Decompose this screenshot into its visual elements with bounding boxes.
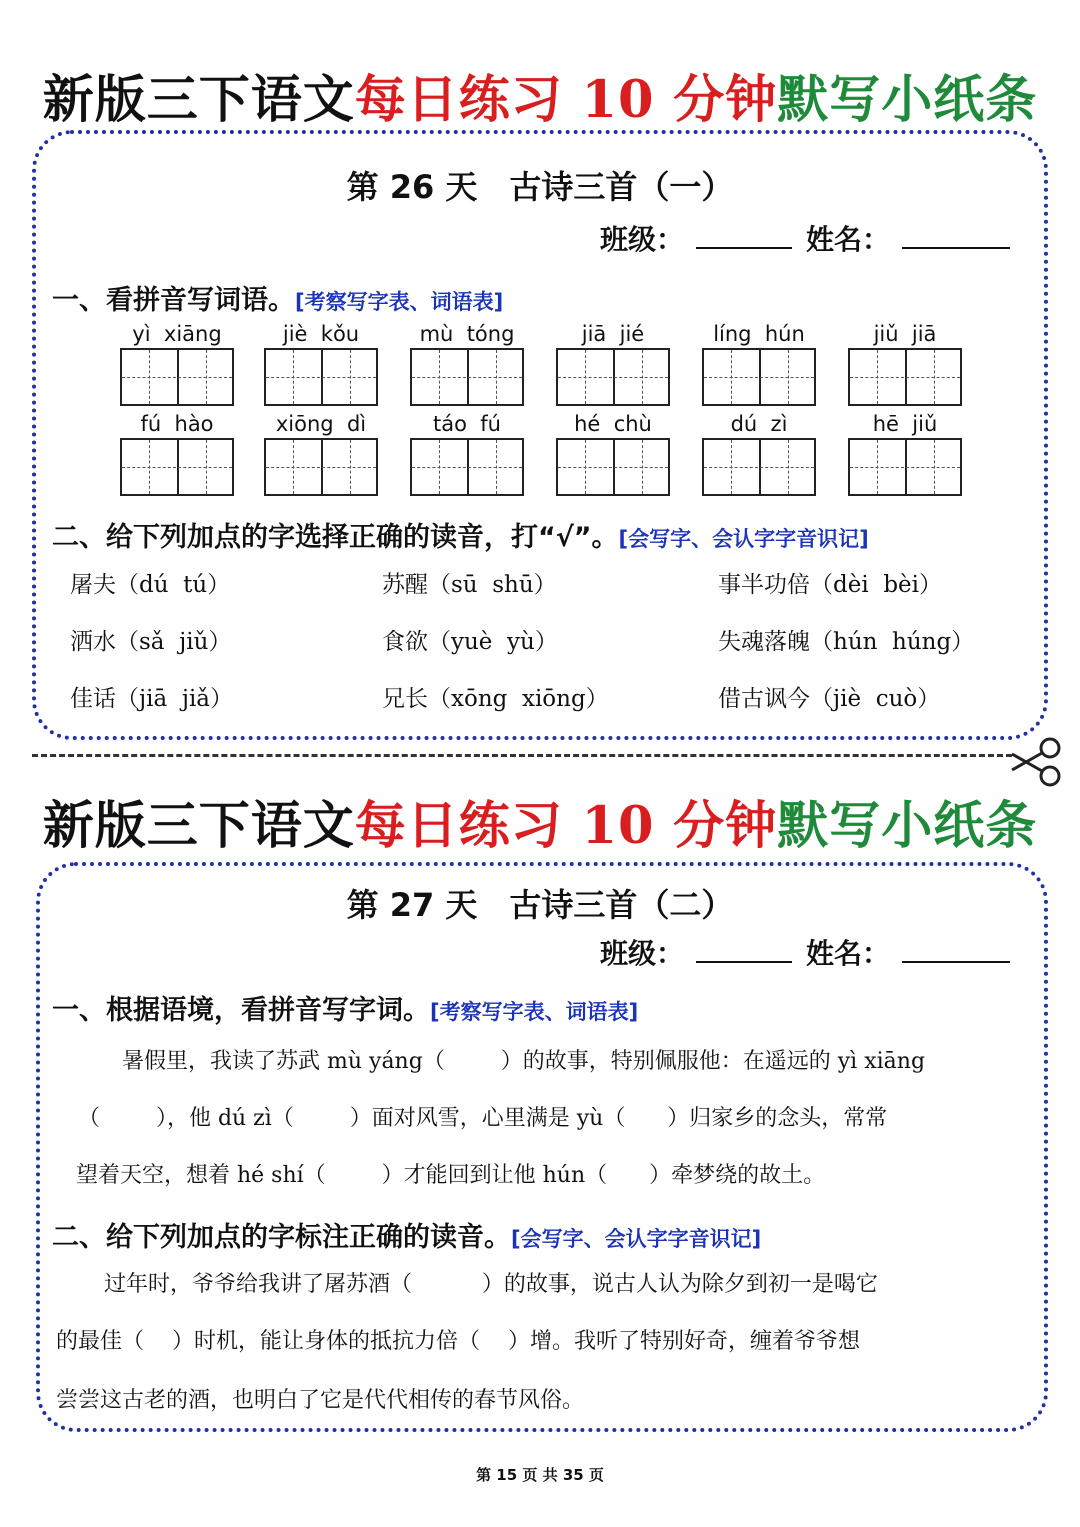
grid-guide-line (704, 467, 814, 468)
day-title-1: 第 26 天 古诗三首（一） (346, 168, 734, 206)
grid-guide-line (496, 440, 497, 494)
reading-item: 屠夫（dú tú） (70, 572, 231, 598)
section-title: 一、看拼音写词语。 (52, 285, 295, 316)
banner-title-1 (0, 58, 1080, 132)
writing-box[interactable] (848, 438, 962, 496)
writing-box[interactable] (702, 348, 816, 406)
grid-guide-line (266, 377, 376, 378)
name-blank[interactable] (902, 937, 1010, 963)
class-blank[interactable] (696, 937, 792, 963)
grid-guide-line (642, 440, 643, 494)
section-tag: [考察写字表、词语表] (430, 1000, 639, 1024)
grid-guide-line (934, 350, 935, 404)
grid-guide-line (850, 377, 960, 378)
banner-green-text: 默写小纸条 (777, 70, 1038, 130)
class-blank[interactable] (696, 223, 792, 249)
pinyin-label: xiōng dì (275, 412, 367, 436)
writing-box[interactable] (410, 438, 524, 496)
grid-guide-line (122, 467, 232, 468)
section-tag: [会写字、会认字字音识记] (618, 527, 869, 551)
section1-heading-2 (52, 988, 638, 1027)
class-name-line-1 (600, 218, 1010, 258)
class-label: 班级： (599, 937, 684, 970)
grid-guide-line (266, 467, 376, 468)
pinyin-label: hé chù (574, 412, 652, 436)
reading-item: 事半功倍（dèi bèi） (718, 572, 943, 598)
reading-item: 苏醒（sū shū） (382, 572, 557, 598)
context-paragraph-line: 望着天空，想着 hé shí（ ）才能回到让他 hún（ ）牵梦绕的故土。 (76, 1163, 826, 1188)
grid-guide-line (558, 467, 668, 468)
pinyin-label: táo fú (432, 412, 501, 436)
writing-box[interactable] (702, 438, 816, 496)
scissors-icon (1008, 736, 1064, 788)
grid-guide-line (731, 440, 732, 494)
grid-guide-line (585, 350, 586, 404)
section-tag: [会写字、会认字字音识记] (511, 1227, 762, 1251)
reading-item: 兄长（xōng xiōng） (382, 686, 609, 712)
story-paragraph-line: 的最佳（ ）时机，能让身体的抵抗力倍（ ）增。我听了特别好奇，缠着爷爷想 (56, 1329, 860, 1354)
grid-guide-line (877, 440, 878, 494)
pinyin-label: fú hào (140, 412, 214, 436)
section2-heading-2 (52, 1215, 761, 1254)
grid-guide-line (704, 377, 814, 378)
pinyin-label: yì xiāng (132, 322, 222, 346)
section2-heading-1 (52, 515, 869, 554)
pinyin-label: jiǔ jiā (873, 322, 937, 346)
grid-guide-line (122, 377, 232, 378)
grid-guide-line (350, 440, 351, 494)
reading-item: 佳话（jiā jiǎ） (70, 686, 234, 712)
grid-guide-line (412, 467, 522, 468)
reading-item: 失魂落魄（hún húng） (718, 629, 975, 655)
grid-guide-line (206, 440, 207, 494)
grid-guide-line (850, 467, 960, 468)
grid-guide-line (439, 350, 440, 404)
reading-item: 借古讽今（jiè cuò） (718, 686, 941, 712)
grid-guide-line (149, 350, 150, 404)
pinyin-label: líng hún (713, 322, 805, 346)
grid-guide-line (439, 440, 440, 494)
writing-box[interactable] (264, 438, 378, 496)
section-tag: [考察写字表、词语表] (295, 290, 504, 314)
grid-guide-line (293, 440, 294, 494)
cut-line (32, 754, 1012, 757)
grid-guide-line (293, 350, 294, 404)
reading-item: 洒水（sǎ jiǔ） (70, 629, 232, 655)
pinyin-label: jiè kǒu (282, 322, 360, 346)
banner-black-text: 新版三下语文 (42, 70, 355, 130)
grid-guide-line (412, 377, 522, 378)
grid-guide-line (585, 440, 586, 494)
writing-box[interactable] (120, 438, 234, 496)
writing-box[interactable] (264, 348, 378, 406)
grid-guide-line (149, 440, 150, 494)
banner-red-text: 每日练习 10 分钟 (354, 70, 778, 130)
day-title-2: 第 27 天 古诗三首（二） (346, 886, 734, 924)
grid-guide-line (496, 350, 497, 404)
grid-guide-line (788, 440, 789, 494)
context-paragraph-line: （ ），他 dú zì（ ）面对风雪，心里满是 yù（ ）归家乡的念头，常常 (78, 1106, 888, 1131)
banner-green-text: 默写小纸条 (777, 796, 1038, 856)
grid-guide-line (558, 377, 668, 378)
context-paragraph-line: 暑假里，我读了苏武 mù yáng（ ）的故事，特别佩服他：在遥远的 yì xiāng (122, 1049, 926, 1074)
pinyin-label: mù tóng (419, 322, 515, 346)
story-paragraph-line: 过年时，爷爷给我讲了屠苏酒（ ）的故事，说古人认为除夕到初一是喝它 (104, 1272, 878, 1297)
name-label: 姓名： (805, 223, 890, 256)
grid-guide-line (934, 440, 935, 494)
name-label: 姓名： (805, 937, 890, 970)
writing-box[interactable] (410, 348, 524, 406)
section-title: 二、给下列加点的字标注正确的读音。 (52, 1222, 511, 1253)
story-paragraph-line: 尝尝这古老的酒，也明白了它是代代相传的春节风俗。 (56, 1388, 585, 1413)
pinyin-label: hē jiǔ (872, 412, 938, 436)
pinyin-label: dú zì (730, 412, 788, 436)
writing-box[interactable] (120, 348, 234, 406)
name-blank[interactable] (902, 223, 1010, 249)
grid-guide-line (642, 350, 643, 404)
section-title: 二、给下列加点的字选择正确的读音，打“√”。 (52, 522, 619, 553)
class-label: 班级： (599, 223, 684, 256)
banner-red-text: 每日练习 10 分钟 (354, 796, 778, 856)
banner-black-text: 新版三下语文 (42, 796, 355, 856)
pinyin-label: jiā jié (581, 322, 645, 346)
grid-guide-line (731, 350, 732, 404)
writing-box[interactable] (556, 348, 670, 406)
grid-guide-line (350, 350, 351, 404)
reading-item: 食欲（yuè yù） (382, 629, 558, 655)
banner-title-2 (0, 784, 1080, 858)
section-title: 一、根据语境，看拼音写字词。 (52, 995, 430, 1026)
grid-guide-line (206, 350, 207, 404)
writing-box[interactable] (848, 348, 962, 406)
grid-guide-line (877, 350, 878, 404)
writing-box[interactable] (556, 438, 670, 496)
class-name-line-2 (600, 932, 1010, 972)
page-footer: 第 15 页 共 35 页 (476, 1466, 604, 1484)
section1-heading-1 (52, 278, 503, 317)
grid-guide-line (788, 350, 789, 404)
